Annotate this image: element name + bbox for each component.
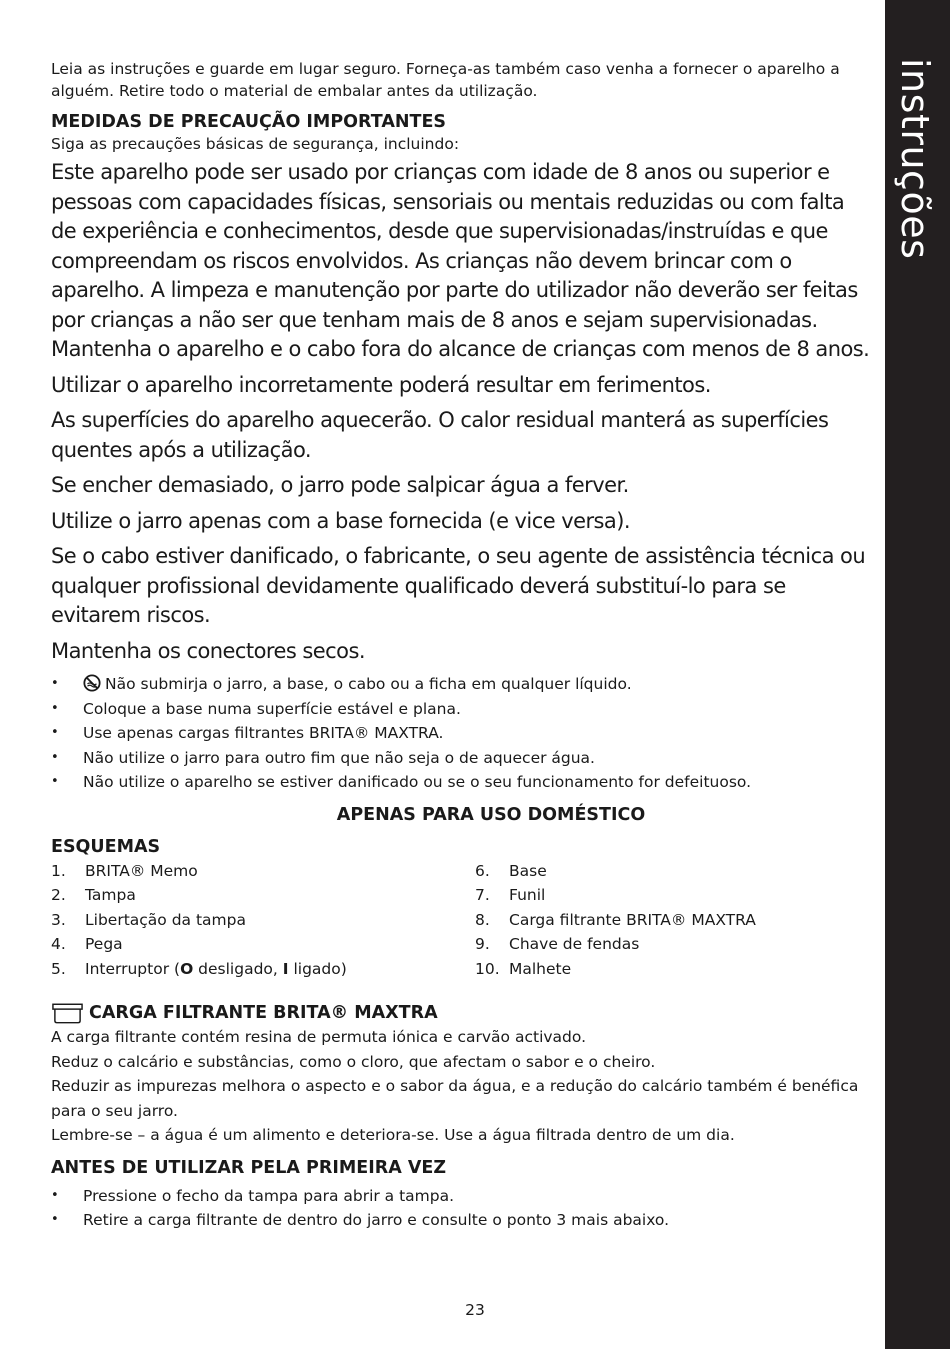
part-label: Tampa [85,886,136,904]
switch-on-symbol: I [282,959,289,978]
part-number: 3. [51,910,66,929]
parts-list [51,859,871,982]
page-number [0,1301,950,1319]
part-number: 10. [475,959,500,978]
first-use-bullet-list [51,1184,871,1233]
precautions-paragraphs [51,158,871,666]
domestic-use-notice: APENAS PARA USO DOMÉSTICO [336,804,646,825]
precautions-subheading: Siga as precauções básicas de segurança, incluindo: [51,135,460,153]
parts-column-left [51,859,475,982]
part-number: 8. [475,910,490,929]
part-label: Libertação da tampa [85,910,246,929]
filter-paragraph: Lembre-se – a água é um alimento e deteriora-se. Use a água filtrada dentro de um dia. [51,1126,735,1144]
part-item [475,883,756,908]
sidebar-label: instruções [893,58,937,260]
part-item [475,859,756,884]
no-immersion-icon [83,674,101,692]
part-number: 2. [51,886,66,904]
filter-paragraph: A carga filtrante contém resina de permuta iónica e carvão activado. [51,1028,587,1046]
schemes-section [51,835,871,982]
list-item: • Retire a carga filtrante de dentro do jarro e consulte o ponto 3 mais abaixo. [51,1208,871,1233]
intro-text: Leia as instruções e guarde em lugar seguro. Forneça-as também caso venha a fornecer o aparelho a alguém. Retire todo o material de embalar antes da utilização. [51,60,840,100]
filter-heading-row [51,1001,871,1025]
filter-cartridge-icon [51,1002,84,1024]
part-label: Pega [85,935,123,953]
part-label: BRITA® Memo [85,861,198,880]
part-number: 9. [475,935,490,953]
precautions-heading: MEDIDAS DE PRECAUÇÃO IMPORTANTES [51,112,446,132]
switch-off-symbol: O [180,959,194,978]
part-item [51,932,475,957]
precaution-paragraph: Mantenha os conectores secos. [51,638,365,663]
list-item [51,672,871,697]
list-item: • Pressione o fecho da tampa para abrir a tampa. [51,1184,871,1209]
filter-heading: CARGA FILTRANTE BRITA® MAXTRA [89,1003,438,1023]
filter-paragraph: Reduzir as impurezas melhora o aspecto e o sabor da água, e a redução do calcário também é benéfica para o seu jarro. [51,1077,859,1120]
precautions-section [51,110,871,827]
list-item: • Coloque a base numa superfície estável e plana. [51,697,871,722]
part-label [85,957,347,982]
part-item [475,957,756,982]
part-label: Malhete [509,959,572,978]
schemes-heading: ESQUEMAS [51,836,161,857]
part-item [51,883,475,908]
part-number: 5. [51,959,66,978]
part-number: 6. [475,861,490,880]
filter-paragraph: Reduz o calcário e substâncias, como o cloro, que afectam o sabor e o cheiro. [51,1052,656,1071]
page-number-text: 23 [465,1301,485,1319]
page-content [51,58,871,1233]
part-label: Funil [509,886,546,904]
part-item-switch [51,957,475,982]
part-number: 1. [51,861,66,880]
part-number: 4. [51,935,66,953]
switch-prefix: Interruptor ( [85,959,181,978]
precaution-paragraph: As superfícies do aparelho aquecerão. O calor residual manterá as superfícies quentes após a utilização. [51,408,829,462]
part-item [51,908,475,933]
list-item: • Use apenas cargas filtrantes BRITA® MAXTRA. [51,721,871,746]
precautions-bullet-list [51,672,871,795]
part-label: Base [509,861,547,880]
parts-column-right [475,859,756,982]
first-use-section [51,1156,871,1233]
first-use-heading: ANTES DE UTILIZAR PELA PRIMEIRA VEZ [51,1157,447,1178]
part-label: Chave de fendas [509,935,640,953]
precaution-paragraph: Este aparelho pode ser usado por crianças com idade de 8 anos ou superior e pessoas com capacidades físicas, sensoriais ou mentais reduzidas ou com falta de experiência e conhecimentos, desde que supervisionadas/instruídas e que compreendam os riscos envolvidos. As crianças não devem brincar com o aparelho. A limpeza e manutenção por parte do utilizador não deverão ser feitas por crianças a não ser que tenham mais de 8 anos e sejam supervisionadas. Mantenha o aparelho e o cabo fora do alcance de crianças com menos de 8 anos. [51,160,870,361]
list-item: • Não utilize o aparelho se estiver danificado ou se o seu funcionamento for defeituoso. [51,770,871,795]
switch-off-label: desligado, [193,959,283,978]
part-item [475,908,756,933]
filter-section [51,1001,871,1148]
sidebar-tab [885,0,950,1349]
precaution-paragraph: Se o cabo estiver danificado, o fabricante, o seu agente de assistência técnica ou qualquer profissional devidamente qualificado deverá substituí-lo para se evitarem riscos. [51,544,866,627]
list-item-text: Não submirja o jarro, a base, o cabo ou a ficha em qualquer líquido. [105,675,632,693]
precaution-paragraph: Se encher demasiado, o jarro pode salpicar água a ferver. [51,473,629,497]
precaution-paragraph: Utilize o jarro apenas com a base fornecida (e vice versa). [51,508,631,533]
part-item [475,932,756,957]
part-item [51,859,475,884]
filter-text [51,1025,871,1148]
switch-on-label: ligado) [288,959,347,978]
part-label: Carga filtrante BRITA® MAXTRA [509,910,756,929]
precaution-paragraph: Utilizar o aparelho incorretamente poderá resultar em ferimentos. [51,372,711,397]
list-item: • Não utilize o jarro para outro fim que não seja o de aquecer água. [51,746,871,771]
part-number: 7. [475,886,490,904]
